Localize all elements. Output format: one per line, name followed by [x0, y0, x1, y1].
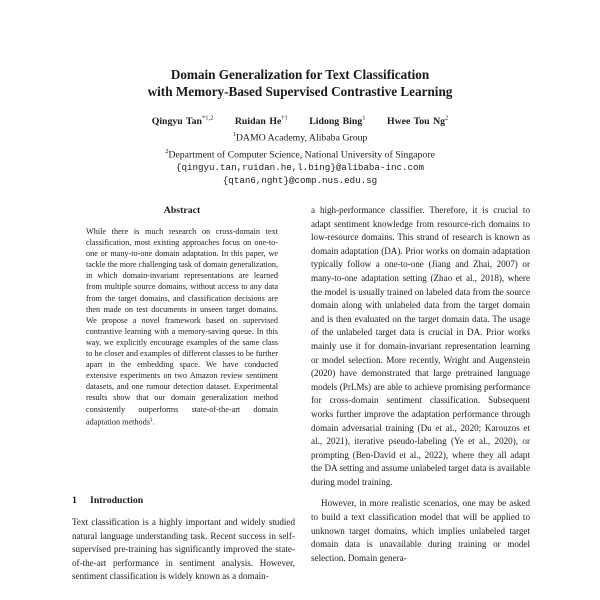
section-heading: [72, 495, 143, 506]
footnote-mark: 1: [149, 416, 153, 423]
abstract-text: While there is much research on cross-domain text classification, most existing approaches focus on one-to-one or many-to-one domain adaptation. In this paper, we tackle the more challenging task of domain generalization, in which domain-invariant representations are learned from multiple source domains, without access to any data from the target domains, and classification decisions are then made on test documents in unseen target domains. We propose a novel framework based on supervised contrastive learning with a memory-saving queue. In this way, we explicitly encourage examples of the same class to be closer and examples of different classes to be further apart in the embedding space. We have conducted extensive experiments on two Amazon review sentiment datasets, and one rumour detection dataset. Experimental results show that our domain generalization method consistently outperforms state-of-the-art domain adaptation methods: [86, 227, 278, 427]
author: Lidong Bing$^1$: [309, 115, 366, 128]
title-line-2: with Memory-Based Supervised Contrastive Learning: [147, 84, 453, 99]
author: Hwee Tou Ng$^2$: [386, 115, 449, 128]
body-paragraph: However, in more realistic scenarios, one may be asked to build a text classification model that will be applied to unknown target domains, which implies unlabeled target domain data is unavailable during training or model selection. Domain genera-: [311, 498, 530, 563]
section-number: 1: [72, 495, 77, 506]
section-title: Introduction: [90, 495, 144, 506]
abstract-heading: Abstract: [163, 205, 201, 216]
affiliation: $^2$Department of Computer Science, National University of Singapore: [165, 147, 435, 160]
affiliation: $^1$DAMO Academy, Alibaba Group: [232, 131, 368, 144]
body-paragraph: a high-performance classifier. Therefore, it is crucial to adapt sentiment knowledge from resource-rich domains to low-resource domains. This strand of research is known as domain adaptation (DA). Prior works on domain adaptation typically follow a one-to-one (Jiang and Zhai, 2007) or many-to-one adaptation setting (Zhao et al., 2018), where the model is usually trained on labeled data from the source domain along with unlabeled data from the target domain and is then evaluated on the target domain data. The usage of the unlabeled target data is crucial in DA. Prior works mainly use it for domain-invariant representation learning or model selection. More recently, Wright and Augenstein (2020) have demonstrated that large pretrained language models (PrLMs) are able to achieve promising performance for cross-domain sentiment classification. Subsequent works further improve the adaptation performance through domain adversarial training (Du et al., 2020; Karouzos et al., 2021), iterative pseudo-labeling (Ye et al., 2020), or prompting (Ben-David et al., 2022), where they all adapt the DA setting and assume unlabeled target data is available during model training.: [311, 205, 530, 487]
title-line-1: Domain Generalization for Text Classification: [170, 67, 430, 82]
author-block: [0, 112, 600, 187]
right-column: [311, 204, 530, 565]
intro-paragraph: Text classification is a highly important and widely studied natural language understanding task. Recent success in self-supervised pre-training has significantly improved the state-of-the-art performance in sentiment analysis. However, sentiment classification is widely known as a domain-: [72, 517, 295, 582]
author: Ruidan He$^{\dagger 1}$: [234, 115, 288, 128]
abstract-body: While there is much research on cross-domain text classification, most existing approaches focus on one-to-one or many-to-one domain adaptation. In this paper, we tackle the more challenging task of domain generalization, in which domain-invariant representations are learned from multiple source domains, without access to any data from the target domains, and classification decisions are then made on test documents in unseen target domains. We propose a novel framework based on supervised contrastive learning with a memory-saving queue. In this way, we explicitly encourage examples of the same class to be closer and examples of different classes to be further apart in the embedding space. We have conducted extensive experiments on two Amazon review sentiment datasets, and one rumour detection dataset. Experimental results show that our domain generalization method consistently outperforms state-of-the-art domain adaptation methods$^1$.: [86, 227, 278, 427]
email-line: {qtan6,nght}@comp.nus.edu.sg: [222, 174, 378, 186]
author-names: [0, 112, 600, 128]
paper-title: [0, 66, 600, 100]
email-line: {qingyu.tan,ruidan.he,l.bing}@alibaba-inc.com: [175, 161, 425, 173]
author: Qingyu Tan$^{*1,2}$: [151, 115, 214, 128]
